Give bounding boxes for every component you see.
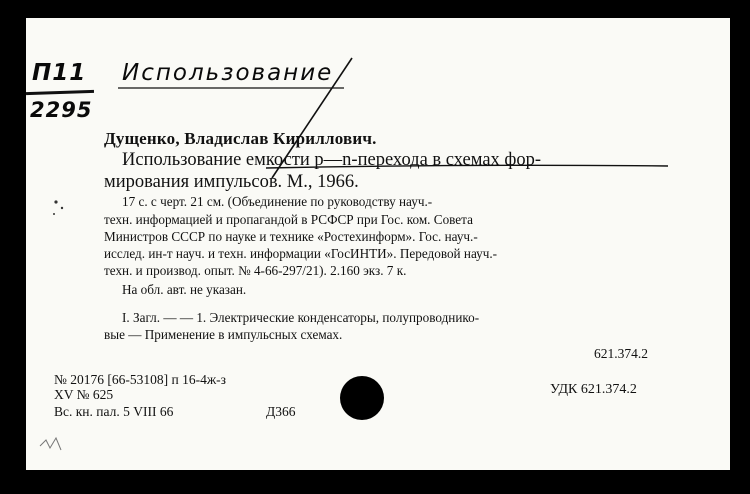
title-underline: [266, 165, 668, 168]
physical-description-line-3: Министров СССР по науке и технике «Ростехинформ». Гос. науч.-: [104, 229, 478, 244]
handwritten-title: Использование: [122, 60, 334, 86]
subject-line-2: вые — Применение в импульсных схемах.: [104, 327, 343, 342]
speck: [61, 207, 63, 209]
call-number-top: П11: [32, 60, 87, 86]
classification-number: 621.374.2: [594, 346, 648, 361]
accession-line-2: XV № 625: [54, 387, 114, 402]
physical-description-line-1: 17 с. с черт. 21 см. (Объединение по руководству науч.-: [122, 194, 433, 209]
pen-marks: [26, 18, 730, 470]
bottom-speckle: [40, 438, 61, 450]
physical-description-line-2: техн. информацией и пропагандой в РСФСР при Гос. ком. Совета: [104, 212, 473, 227]
physical-description-line-5: техн. и производ. опыт. № 4-66-297/21). 2.160 экз. 7 к.: [104, 263, 407, 278]
udc-number: УДК 621.374.2: [550, 382, 637, 397]
accession-code: Д366: [266, 404, 296, 419]
physical-description-line-4: исслед. ин-т науч. и техн. информации «ГосИНТИ». Передовой науч.-: [104, 246, 498, 261]
subject-line-1: I. Загл. — — 1. Электрические конденсаторы, полупроводнико-: [122, 310, 480, 325]
accession-line-3: Вс. кн. пал. 5 VIII 66: [54, 404, 174, 419]
accession-line-1: № 20176 [66-53108] п 16-4ж-з: [54, 372, 226, 387]
catalog-card: [26, 18, 730, 470]
call-number-bottom: 2295: [30, 98, 93, 122]
author-heading: Дущенко, Владислав Кириллович.: [104, 129, 377, 148]
diagonal-pen-stroke: [272, 58, 352, 178]
author-note: На обл. авт. не указан.: [122, 282, 247, 297]
title-line-1: Использование емкости p—n-перехода в схемах фор-: [122, 150, 542, 170]
speck: [53, 213, 55, 215]
title-line-2: мирования импульсов. М., 1966.: [104, 172, 359, 192]
speck: [54, 200, 57, 203]
